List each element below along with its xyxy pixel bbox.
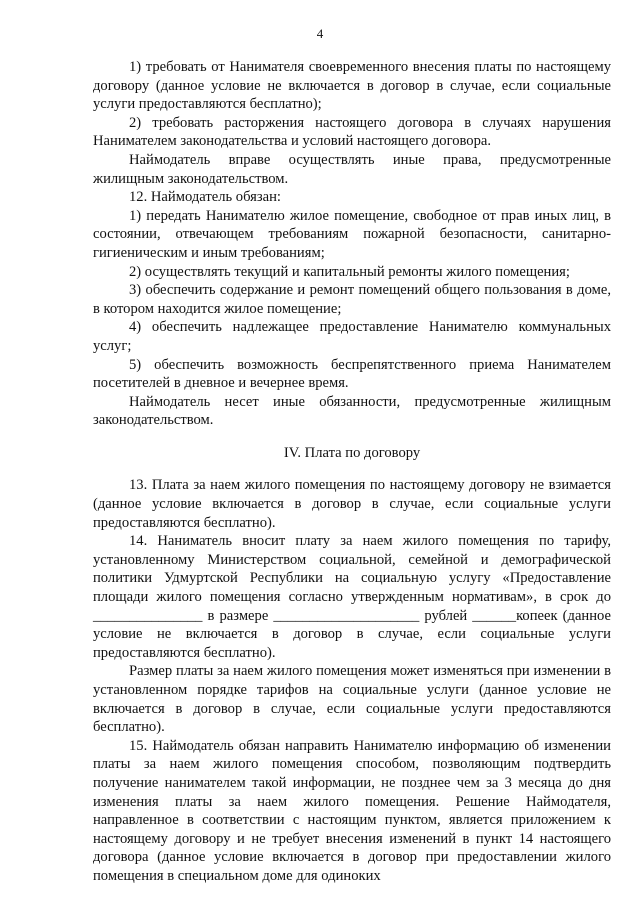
paragraph: Размер платы за наем жилого помещения может изменяться при изменении в установленном порядке тарифов на социальные услуги (данное условие не включается в договор в случае, если социальные услуги предоставляются бесплатно). bbox=[93, 663, 611, 736]
paragraph: 2) требовать расторжения настоящего договора в случаях нарушения Нанимателем законодательства и условий настоящего договора. bbox=[93, 114, 611, 150]
paragraph: 4) обеспечить надлежащее предоставление Нанимателю коммунальных услуг; bbox=[93, 319, 611, 354]
paragraph: 14. Наниматель вносит плату за наем жилого помещения по тарифу, установленному Министерством социальной, семейной и демографической политики Удмуртской Республики на социальную услугу «Предоставление площади жилого помещения согласно утвержденным нормативам», в срок до _______________ в размере ____________________ рублей ______копеек (данное условие не включается в договор в случае, если социальные услуги предоставляются бесплатно). bbox=[93, 533, 611, 661]
page-number: 4 bbox=[316, 26, 324, 41]
paragraph: 15. Наймодатель обязан направить Нанимателю информацию об изменении платы за наем жилого помещения способом, позволяющим подтвердить получение нанимателем такой информации, не позднее чем за 3 месяца до дня изменения платы за наем жилого помещения. Решение Наймодателя, направленное в соответствии с настоящим пунктом, является приложением к настоящему договору и не требует внесения изменений в пункт 14 настоящего договора (данное условие включается в договор при предоставлении жилого помещения в специальном доме для одиноких bbox=[93, 737, 611, 884]
paragraph: 2) осуществлять текущий и капитальный ремонты жилого помещения; bbox=[129, 263, 570, 280]
paragraph: Наймодатель несет иные обязанности, предусмотренные жилищным законодательством. bbox=[93, 393, 611, 429]
paragraph: Наймодатель вправе осуществлять иные права, предусмотренные жилищным законодательством. bbox=[93, 151, 611, 187]
paragraph: 1) передать Нанимателю жилое помещение, свободное от прав иных лиц, в состоянии, отвечающем требованиям пожарной безопасности, санитарно-гигиеническим и иным требованиям; bbox=[93, 207, 611, 261]
paragraph: 12. Наймодатель обязан: bbox=[129, 189, 281, 206]
document-body bbox=[93, 58, 611, 886]
paragraph: 13. Плата за наем жилого помещения по настоящему договору не взимается (данное условие включается в договор в случае, если социальные услуги предоставляются бесплатно). bbox=[93, 477, 611, 531]
section-heading: IV. Плата по договору bbox=[283, 444, 421, 461]
paragraph: 1) требовать от Нанимателя своевременного внесения платы по настоящему договору (данное условие не включается в договор в случае, если социальные услуги предоставляются бесплатно); bbox=[93, 59, 611, 113]
paragraph: 3) обеспечить содержание и ремонт помещений общего пользования в доме, в котором находится жилое помещение; bbox=[93, 282, 611, 317]
paragraph: 5) обеспечить возможность беспрепятственного приема Нанимателем посетителей в дневное и вечернее время. bbox=[93, 356, 611, 392]
